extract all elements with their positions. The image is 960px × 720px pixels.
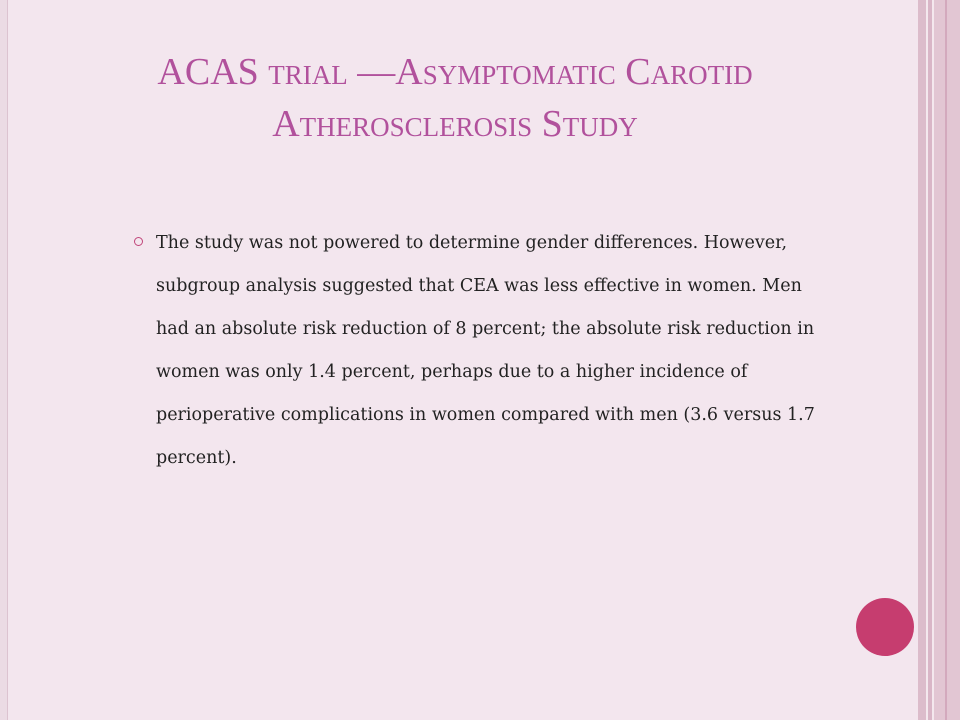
bullet-item — [134, 222, 834, 480]
slide-title-line-2: Atherosclerosis Study — [272, 103, 638, 145]
decorative-circle — [856, 598, 914, 656]
ring-bullet-icon — [134, 237, 143, 246]
bullet-list — [134, 228, 834, 480]
left-border — [0, 0, 8, 720]
right-border-stripe — [945, 0, 947, 720]
right-border-stripe — [918, 0, 926, 720]
bullet-text: The study was not powered to determine gender differences. However, subgroup analysis suggested that CEA was less effective in women. Men had an absolute risk reduction of 8 percent; the absolute risk reduction in women was only 1.4 percent, perhaps due to a higher incidence of perioperative complications in women compared with men (3.6 versus 1.7 percent). — [156, 233, 815, 468]
right-border-stripe — [934, 0, 960, 720]
slide-title-line-1: ACAS trial —Asymptomatic Carotid — [157, 51, 753, 93]
slide-title — [60, 46, 850, 150]
